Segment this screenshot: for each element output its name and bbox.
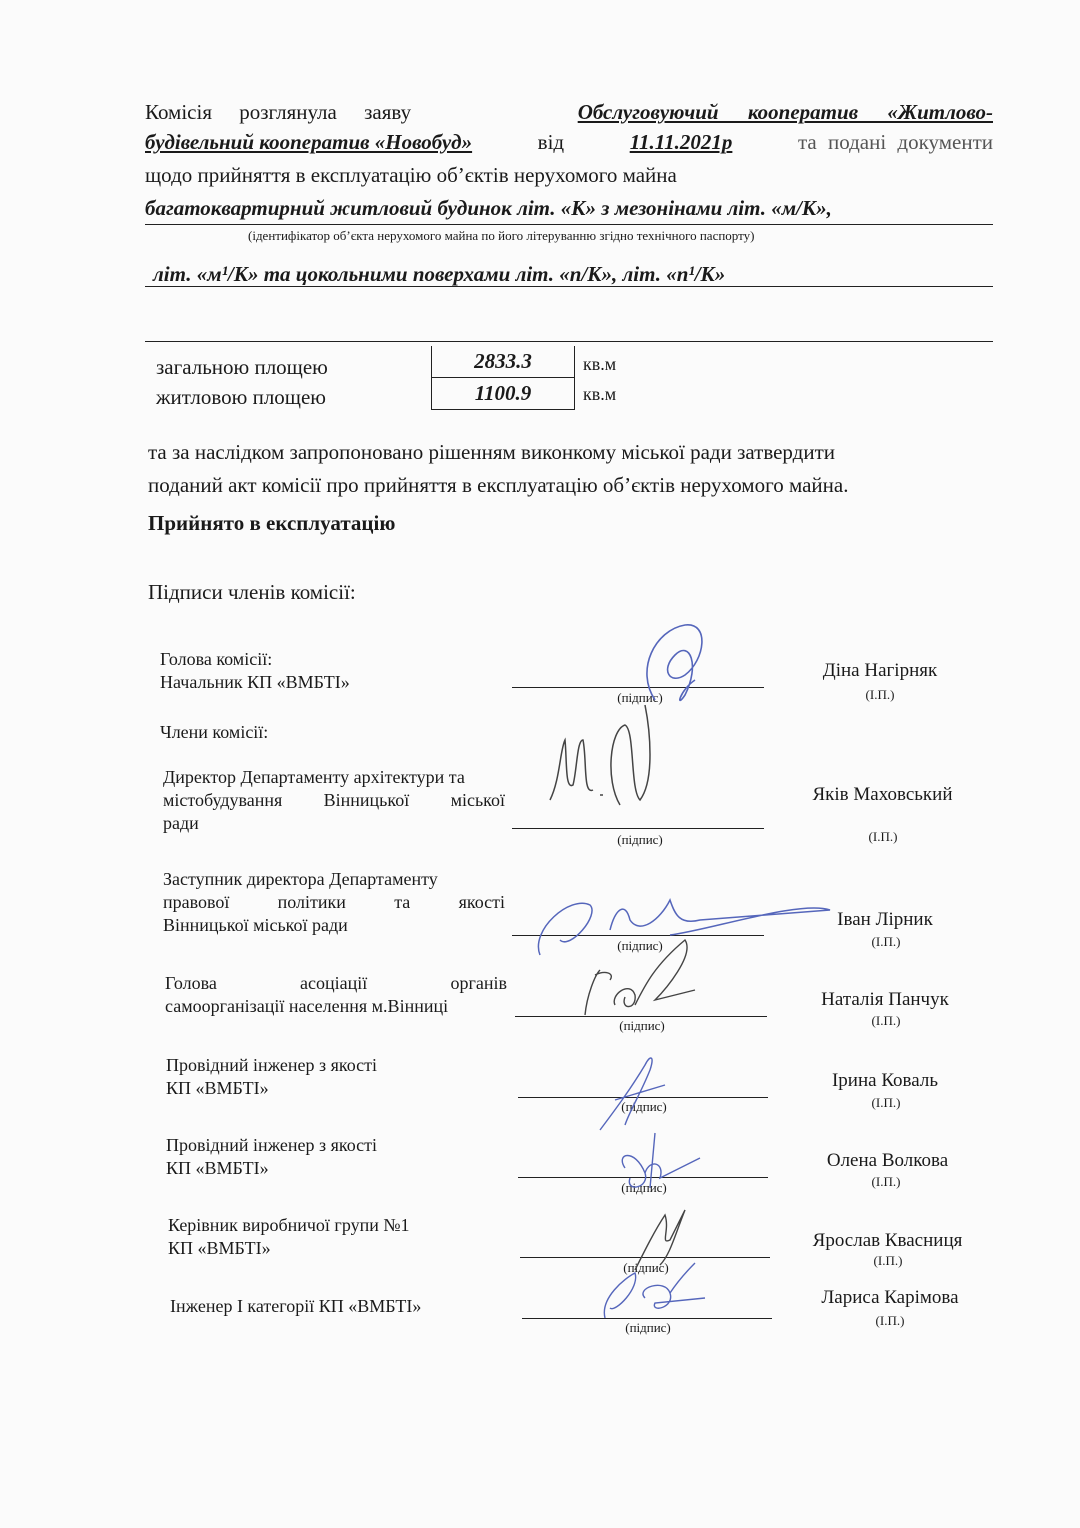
signature-label: (підпис) [621,1180,667,1195]
living-area-unit: кв.м [583,384,617,404]
ip-label: (І.П.) [873,1253,903,1268]
signature-icon [595,1050,695,1135]
total-area-unit: кв.м [583,354,617,374]
signatory-role: Керівник виробничої групи №1 КП «ВМБТІ» [168,1215,410,1258]
signatures-title: Підписи членів комісії: [148,580,356,604]
ip-label: (І.П.) [871,1174,901,1189]
members-title: Члени комісії: [160,722,269,742]
total-area-label: загальною площею [156,355,328,379]
signatory-role: Провідний інженер з якості КП «ВМБТІ» [166,1055,378,1098]
living-area-label: житловою площею [156,385,326,409]
signature-icon [575,935,705,1035]
signature-label: (підпис) [617,938,663,953]
living-area-value: 1100.9 [474,381,532,405]
ip-label: (І.П.) [871,1013,901,1028]
applicant-name-part2: будівельний кооператив «Новобуд» [145,130,473,154]
accepted-heading: Прийнято в експлуатацію [148,511,396,535]
applicant-name-part1: Обслуговуючий кооператив «Житлово- [577,100,993,124]
signatory-name: Ірина Коваль [831,1070,939,1091]
object-hint: (ідентифікатор об’єкта нерухомого майна по його літеруванню згідно технічного паспорту) [248,228,755,243]
signature-label: (підпис) [617,832,663,847]
signatory-name: Яків Маховський [812,784,953,805]
object-description-2: літ. «м¹/К» та цокольними поверхами літ. «п/К», літ. «п¹/К» [153,262,726,286]
signature-label: (підпис) [625,1320,671,1335]
intro-line-3: щодо прийняття в експлуатацію об’єктів нерухомого майна [145,163,677,187]
signatory-name: Наталія Панчук [821,989,949,1010]
signature-label: (підпис) [619,1018,665,1033]
signatory-role: Голова асоціації органів самоорганізації населення м.Вінниці [165,973,507,1016]
intro-line-1 [145,100,993,125]
area-values-box [431,346,575,410]
signatory-role: Заступник директора Департаменту правової політики та якості Вінницької міської ради [163,869,505,935]
signatory-role: Директор Департаменту архітектури та містобудування Вінницької міської ради [163,767,505,833]
conclusion-line-1: та за наслідком запропоновано рішенням виконкому міської ради затвердити [148,440,835,464]
signatory-name: Ярослав Квасниця [812,1230,963,1251]
signatory-name: Діна Нагірняк [822,660,938,681]
signature-label: (підпис) [617,690,663,705]
ip-label: (І.П.) [868,829,898,844]
ip-label: (І.П.) [871,934,901,949]
signature-label: (підпис) [621,1099,667,1114]
signature-icon [605,1128,705,1198]
intro-prefix: Комісія розглянула заяву [145,100,412,124]
total-area-value: 2833.3 [432,346,574,378]
intro-suffix: та подані документи [797,130,993,154]
ip-label: (І.П.) [865,687,895,702]
signatory-name: Іван Лірник [837,909,933,930]
ip-label: (І.П.) [871,1095,901,1110]
signatory-role: Голова комісії: Начальник КП «ВМБТІ» [160,649,350,692]
signature-label: (підпис) [623,1260,669,1275]
conclusion-line-2: поданий акт комісії про прийняття в експлуатацію об’єктів нерухомого майна. [148,473,849,497]
signature-icon [545,700,675,820]
from-word: від [537,130,565,154]
ip-label: (І.П.) [875,1313,905,1328]
object-description-1: багатоквартирний житловий будинок літ. «К» з мезонінами літ. «м/К», [145,196,832,220]
signatory-name: Олена Волкова [826,1150,949,1171]
intro-line-2 [145,130,993,155]
application-date: 11.11.2021р [629,130,733,154]
signature-icon [595,1258,715,1328]
signatory-name: Лариса Карімова [821,1287,959,1308]
signatory-role: Інженер І категорії КП «ВМБТІ» [170,1296,422,1316]
signatory-role: Провідний інженер з якості КП «ВМБТІ» [166,1135,378,1178]
